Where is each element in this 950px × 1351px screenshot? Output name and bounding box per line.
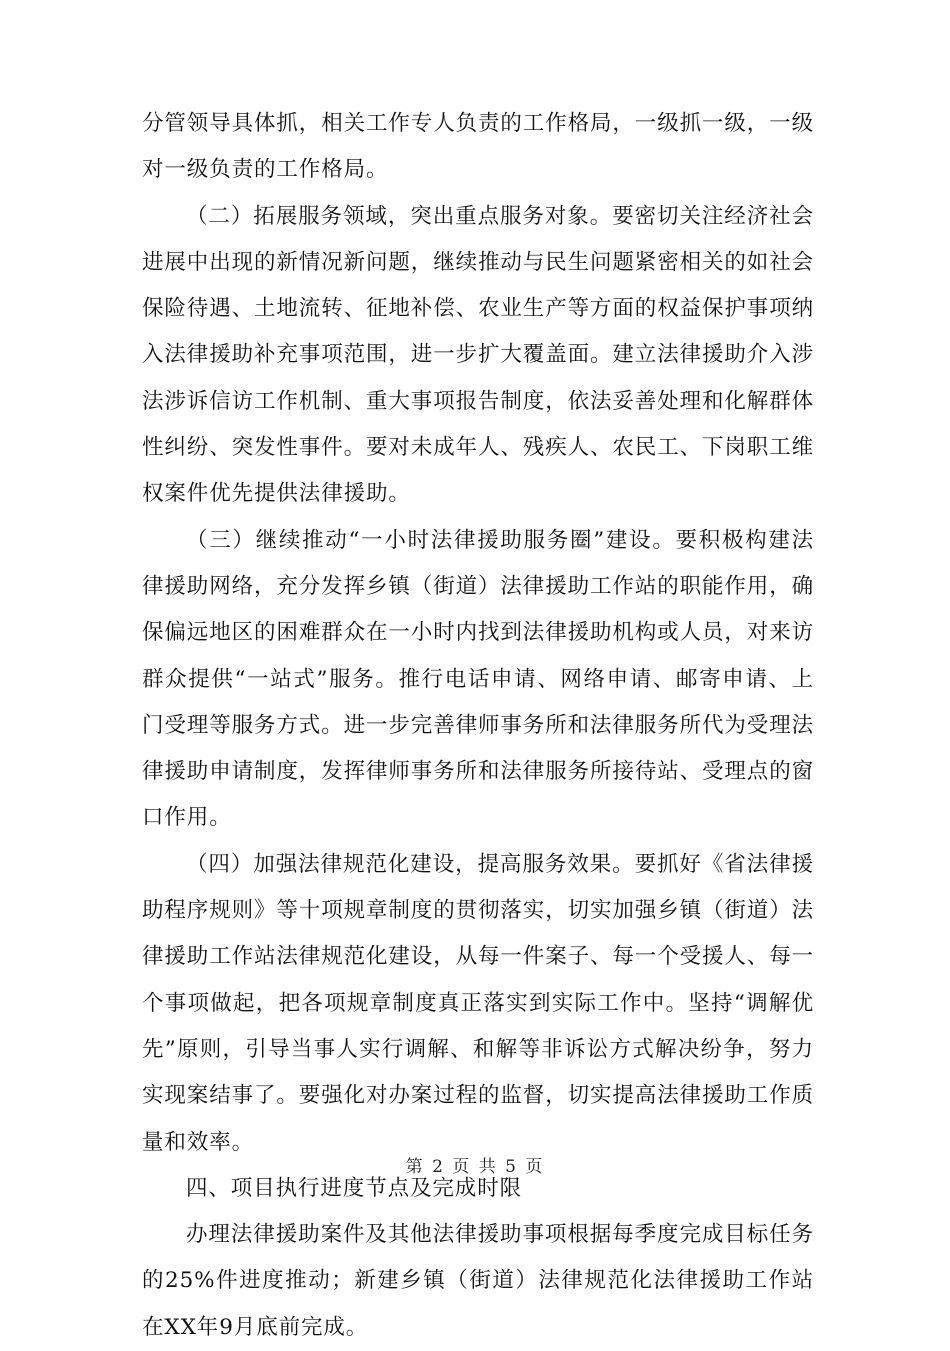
page-number-footer: 第 2 页 共 5 页 (405, 1157, 545, 1177)
paragraph-section-4: （四）加强法律规范化建设，提高服务效果。要抓好《省法律援助程序规则》等十项规章制度的贯彻落实，切实加强乡镇（街道）法律援助工作站法律规范化建设，从每一件案子、每一个受援人、每一个事项做起，把各项规章制度真正落实到实际工作中。坚持“调解优先”原则，引导当事人实行调解、和解等非诉讼方式解决纷争，努力实现案结事了。要强化对办案过程的监督，切实提高法律援助工作质量和效率。 (142, 851, 815, 1155)
heading-schedule: 四、项目执行进度节点及完成时限 (186, 1175, 523, 1201)
paragraph-continuation: 分管领导具体抓，相关工作专人负责的工作格局，一级抓一级，一级对一级负责的工作格局。 (142, 111, 815, 183)
paragraph-section-3: （三）继续推动“一小时法律援助服务圈”建设。要积极构建法律援助网络，充分发挥乡镇（街道）法律援助工作站的职能作用，确保偏远地区的困难群众在一小时内找到法律援助机构或人员，对来访群众提供“一站式”服务。推行电话申请、网络申请、邮寄申请、上门受理等服务方式。进一步完善律师事务所和法律服务所代为受理法律援助申请制度，发挥律师事务所和法律服务所接待站、受理点的窗口作用。 (142, 527, 815, 831)
paragraph-schedule: 办理法律援助案件及其他法律援助事项根据每季度完成目标任务的25%件进度推动；新建乡镇（街道）法律规范化法律援助工作站在XX年9月底前完成。 (142, 1222, 814, 1340)
paragraph-section-2: （二）拓展服务领域，突出重点服务对象。要密切关注经济社会进展中出现的新情况新问题，继续推动与民生问题紧密相关的如社会保险待遇、土地流转、征地补偿、农业生产等方面的权益保护事项纳入法律援助补充事项范围，进一步扩大覆盖面。建立法律援助介入涉法涉诉信访工作机制、重大事项报告制度，依法妥善处理和化解群体性纠纷、突发性事件。要对未成年人、残疾人、农民工、下岗职工维权案件优先提供法律援助。 (142, 203, 815, 507)
